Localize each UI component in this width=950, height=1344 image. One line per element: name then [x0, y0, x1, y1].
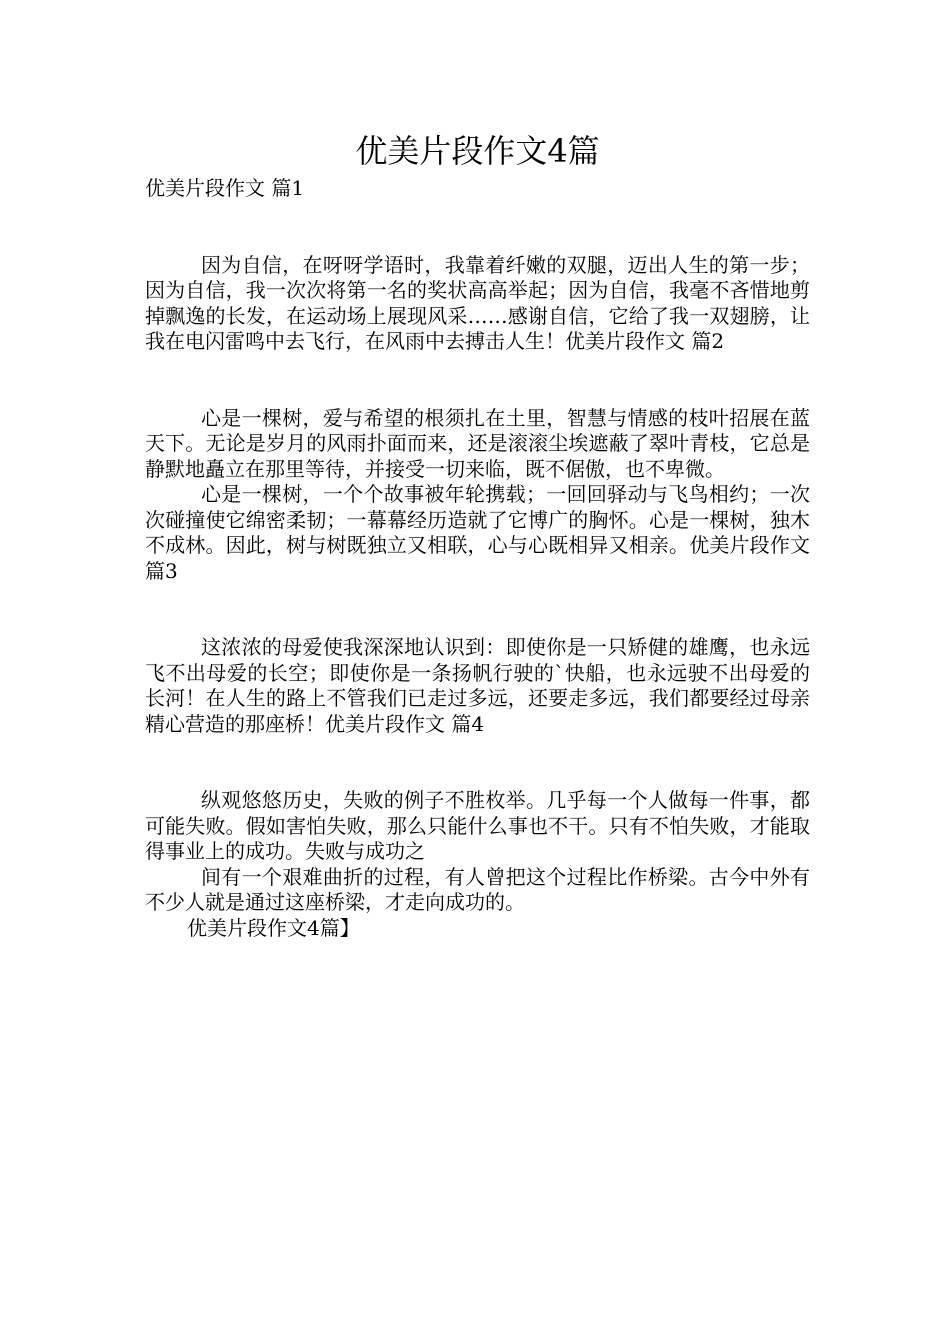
section-heading-3: 优美片段作文 篇3	[145, 533, 810, 583]
spacer	[145, 202, 810, 253]
section-1-text: 因为自信，在呀呀学语时，我靠着纤嫩的双腿，迈出人生的第一步；因为自信，我一次次将第一名的奖状高高举起；因为自信，我毫不吝惜地剪掉飘逸的长发，在运动场上展现风采……感谢自信，它给了我一双翅膀，让我在电闪雷鸣中去飞行，在风雨中去搏击人生！	[145, 252, 810, 353]
section-2-text: 心是一棵树，一个个故事被年轮携载；一回回驿动与飞鸟相约；一次次碰撞使它绵密柔韧；一幕幕经历造就了它博广的胸怀。心是一棵树，独木不成林。因此，树与树既独立又相联，心与心既相异又相亲。	[145, 482, 810, 557]
spacer	[145, 737, 810, 788]
section-2-paragraph-2	[145, 482, 810, 584]
section-3-text: 这浓浓的母爱使我深深地认识到：即使你是一只矫健的雄鹰，也永远飞不出母爱的长空；即使你是一条扬帆行驶的`快船，也永远驶不出母爱的长河！在人生的路上不管我们已走过多远，还要走多远，我们都要经过母亲精心营造的那座桥！	[145, 635, 810, 736]
section-2-paragraph-1: 心是一棵树，爱与希望的根须扎在土里，智慧与情感的枝叶招展在蓝天下。无论是岁月的风雨扑面而来，还是滚滚尘埃遮蔽了翠叶青枝，它总是静默地矗立在那里等待，并接受一切来临，既不倨傲，也不卑微。	[145, 405, 810, 481]
section-1-paragraph	[145, 253, 810, 355]
document-page	[145, 128, 810, 941]
spacer	[145, 584, 810, 635]
section-3-paragraph	[145, 635, 810, 737]
section-4-paragraph-1: 纵观悠悠历史，失败的例子不胜枚举。几乎每一个人做每一件事，都可能失败。假如害怕失败，那么只能什么事也不干。只有不怕失败，才能取得事业上的成功。失败与成功之	[145, 788, 810, 863]
closing-line: 优美片段作文4篇】	[187, 915, 360, 940]
spacer	[145, 355, 810, 406]
section-heading-1: 优美片段作文 篇1	[145, 176, 305, 200]
section-heading-4: 优美片段作文 篇4	[325, 711, 485, 736]
section-4-paragraph-2: 间有一个艰难曲折的过程，有人曾把这个过程比作桥梁。古今中外有不少人就是通过这座桥梁，才走向成功的。	[145, 864, 810, 914]
document-title: 优美片段作文4篇	[355, 132, 600, 170]
section-heading-2: 优美片段作文 篇2	[565, 329, 725, 353]
